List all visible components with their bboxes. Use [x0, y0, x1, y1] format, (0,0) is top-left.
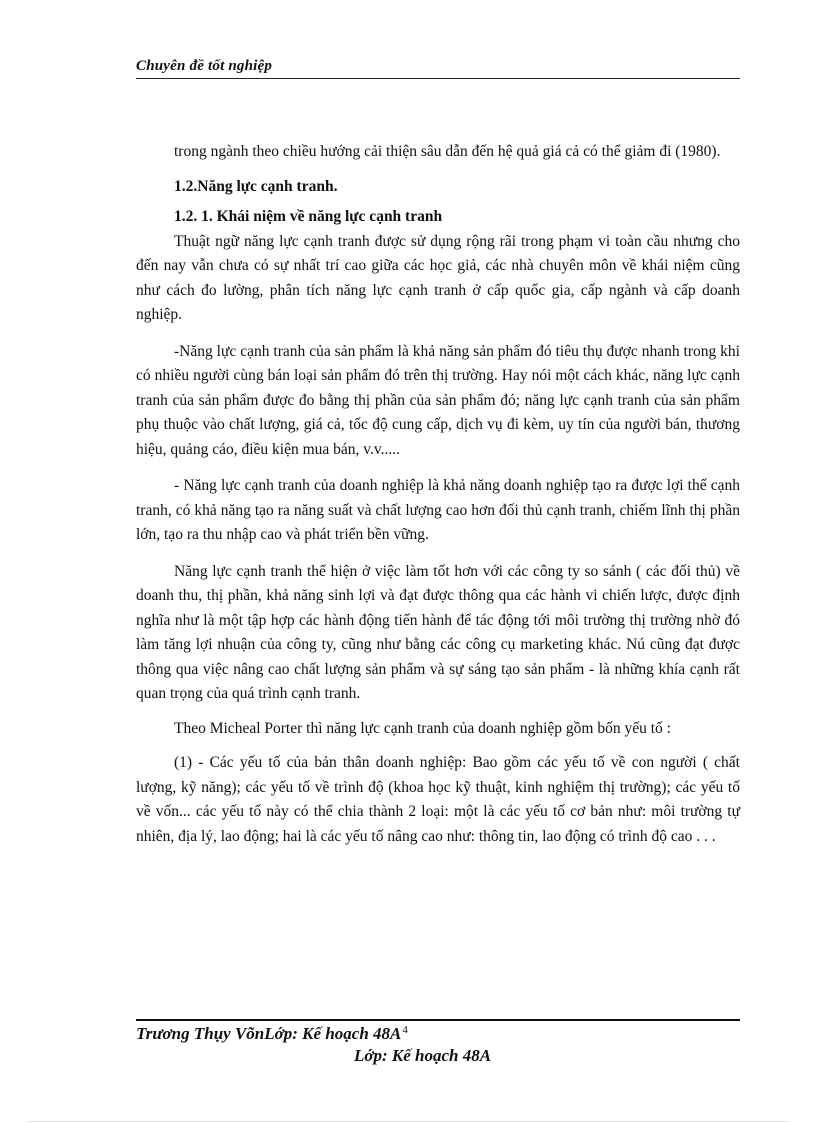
footer-divider — [136, 1019, 740, 1021]
page-edge-divider — [28, 1121, 788, 1122]
page-number: 4 — [402, 1024, 408, 1036]
paragraph-competitiveness-expressed: Năng lực cạnh tranh thể hiện ở việc làm tốt hơn với các công ty so sánh ( các đối thủ) về doanh thu, thị phần, khả năng sinh lợi và đạt được thông qua các hành vi chiến lược, được định nghĩa như là một tập hợp các hành động tiến hành để tác động tới môi trường thị trường nhờ đó làm tăng lợi nhuận của công ty, cũng như bằng các công cụ marketing khác. Nú cũng đạt được thông qua việc nâng cao chất lượng sản phẩm và sự sáng tạo sản phẩm - là những khía cạnh rất quan trọng của quá trình cạnh tranh. — [136, 562, 740, 702]
paragraph-term-definition: Thuật ngữ năng lực cạnh tranh được sử dụng rộng rãi trong phạm vi toàn cầu nhưng cho đến nay vẫn chưa có sự nhất trí cao giữa các học giả, các nhà chuyên môn về khái niệm cũng như cách đo lường, phân tích năng lực cạnh tranh ở cấp quốc gia, cấp ngành và cấp doanh nghiệp. — [136, 232, 740, 323]
paragraph-continuation: trong ngành theo chiều hướng cải thiện sâu dẫn đến hệ quả giá cả có thể giảm đi (1980). — [174, 143, 721, 160]
running-header-title: Chuyên đề tốt nghiệp — [136, 58, 273, 74]
paragraph-product-competitiveness: -Năng lực cạnh tranh của sản phẩm là khả năng sản phẩm đó tiêu thụ được nhanh trong khi có nhiều người cùng bán loại sản phẩm đó trên thị trường. Hay nói một cách khác, năng lực cạnh tranh của sản phẩm được đo bằng thị phần của sản phẩm đó; năng lực cạnh tranh của sản phẩm phụ thuộc vào chất lượng, giá cả, tốc độ cung cấp, dịch vụ đi kèm, uy tín của người bán, thương hiệu, quảng cáo, điều kiện mua bán, v.v..... — [136, 342, 740, 458]
footer-author-text: Trương Thụy VõnLớp: Kế hoạch 48A — [136, 1024, 402, 1043]
paragraph-factors-1: (1) - Các yếu tố của bản thân doanh nghiệp: Bao gồm các yếu tố về con người ( chất lượng, kỹ năng); các yếu tố về trình độ (khoa học kỹ thuật, kinh nghiệm thị trường); các yếu tố về vốn... các yếu tố này có thể chia thành 2 loại: một là các yếu tố cơ bản như: môi trường tự nhiên, địa lý, lao động; hai là các yếu tố nâng cao như: thông tin, lao động có trình độ cao . . . — [136, 754, 740, 845]
section-heading-1-2: 1.2.Năng lực cạnh tranh. — [174, 177, 338, 195]
header-divider — [136, 78, 740, 79]
subsection-heading-1-2-1: 1.2. 1. Khái niệm về năng lực cạnh tranh — [174, 208, 443, 225]
footer-class: Lớp: Kế hoạch 48A — [354, 1046, 492, 1065]
paragraph-enterprise-competitiveness: - Năng lực cạnh tranh của doanh nghiệp là khả năng doanh nghiệp tạo ra được lợi thế cạnh tranh, có khả năng tạo ra năng suất và chất lượng cao hơn đối thủ cạnh tranh, chiếm lĩnh thị phần lớn, tạo ra thu nhập cao và phát triển bền vững. — [136, 477, 740, 543]
footer-author-class — [136, 1024, 408, 1044]
paragraph-porter: Theo Micheal Porter thì năng lực cạnh tranh của doanh nghiệp gồm bốn yếu tố : — [174, 719, 671, 737]
page-body — [136, 140, 740, 849]
